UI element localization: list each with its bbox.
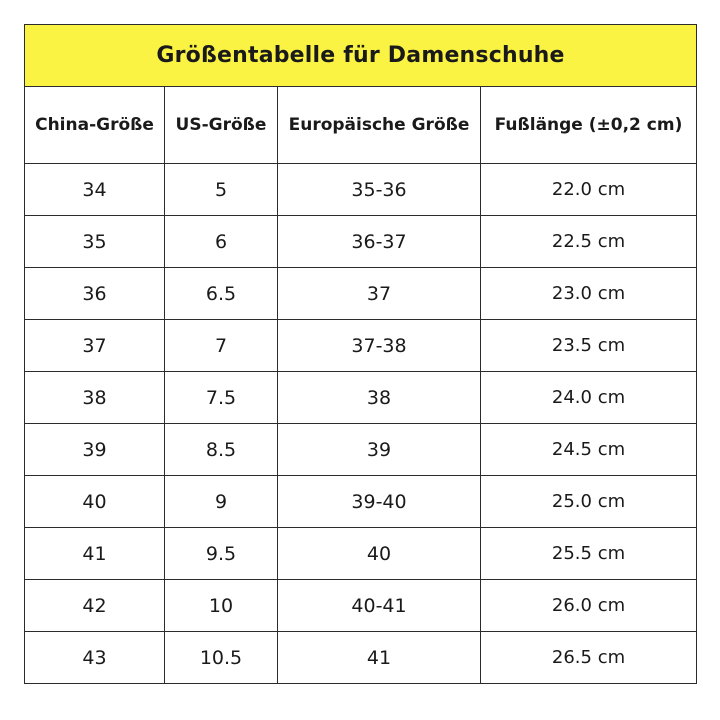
- cell-china-size: 41: [25, 528, 165, 580]
- cell-china-size: 40: [25, 476, 165, 528]
- table-row: [25, 424, 697, 476]
- cell-china-size: 39: [25, 424, 165, 476]
- header-row: [25, 87, 697, 164]
- table-title: Größentabelle für Damenschuhe: [25, 25, 697, 87]
- table-row: [25, 476, 697, 528]
- cell-foot-length: 23.0 cm: [481, 268, 697, 320]
- size-chart-table: [24, 24, 697, 684]
- cell-foot-length: 24.5 cm: [481, 424, 697, 476]
- table-row: [25, 268, 697, 320]
- cell-foot-length: 25.0 cm: [481, 476, 697, 528]
- cell-china-size: 43: [25, 632, 165, 684]
- table-row: [25, 632, 697, 684]
- cell-foot-length: 24.0 cm: [481, 372, 697, 424]
- cell-china-size: 35: [25, 216, 165, 268]
- cell-eu-size: 37: [278, 268, 481, 320]
- cell-us-size: 6: [165, 216, 278, 268]
- cell-us-size: 7: [165, 320, 278, 372]
- table-row: [25, 216, 697, 268]
- table-row: [25, 320, 697, 372]
- cell-us-size: 10.5: [165, 632, 278, 684]
- header-us-size: US-Größe: [165, 87, 278, 164]
- cell-eu-size: 37-38: [278, 320, 481, 372]
- cell-us-size: 7.5: [165, 372, 278, 424]
- cell-eu-size: 38: [278, 372, 481, 424]
- table-row: [25, 372, 697, 424]
- cell-eu-size: 40-41: [278, 580, 481, 632]
- cell-eu-size: 36-37: [278, 216, 481, 268]
- cell-us-size: 8.5: [165, 424, 278, 476]
- cell-foot-length: 22.5 cm: [481, 216, 697, 268]
- cell-china-size: 34: [25, 164, 165, 216]
- header-china-size: China-Größe: [25, 87, 165, 164]
- table-row: [25, 164, 697, 216]
- table-row: [25, 528, 697, 580]
- cell-china-size: 42: [25, 580, 165, 632]
- cell-us-size: 9: [165, 476, 278, 528]
- title-row: [25, 25, 697, 87]
- cell-foot-length: 25.5 cm: [481, 528, 697, 580]
- cell-foot-length: 23.5 cm: [481, 320, 697, 372]
- cell-eu-size: 35-36: [278, 164, 481, 216]
- cell-eu-size: 39: [278, 424, 481, 476]
- cell-foot-length: 26.5 cm: [481, 632, 697, 684]
- cell-foot-length: 22.0 cm: [481, 164, 697, 216]
- cell-us-size: 5: [165, 164, 278, 216]
- cell-foot-length: 26.0 cm: [481, 580, 697, 632]
- cell-eu-size: 40: [278, 528, 481, 580]
- cell-us-size: 9.5: [165, 528, 278, 580]
- cell-china-size: 36: [25, 268, 165, 320]
- cell-us-size: 10: [165, 580, 278, 632]
- cell-eu-size: 39-40: [278, 476, 481, 528]
- cell-us-size: 6.5: [165, 268, 278, 320]
- header-eu-size: Europäische Größe: [278, 87, 481, 164]
- cell-china-size: 38: [25, 372, 165, 424]
- cell-china-size: 37: [25, 320, 165, 372]
- header-foot-length: Fußlänge (±0,2 cm): [481, 87, 697, 164]
- cell-eu-size: 41: [278, 632, 481, 684]
- table-row: [25, 580, 697, 632]
